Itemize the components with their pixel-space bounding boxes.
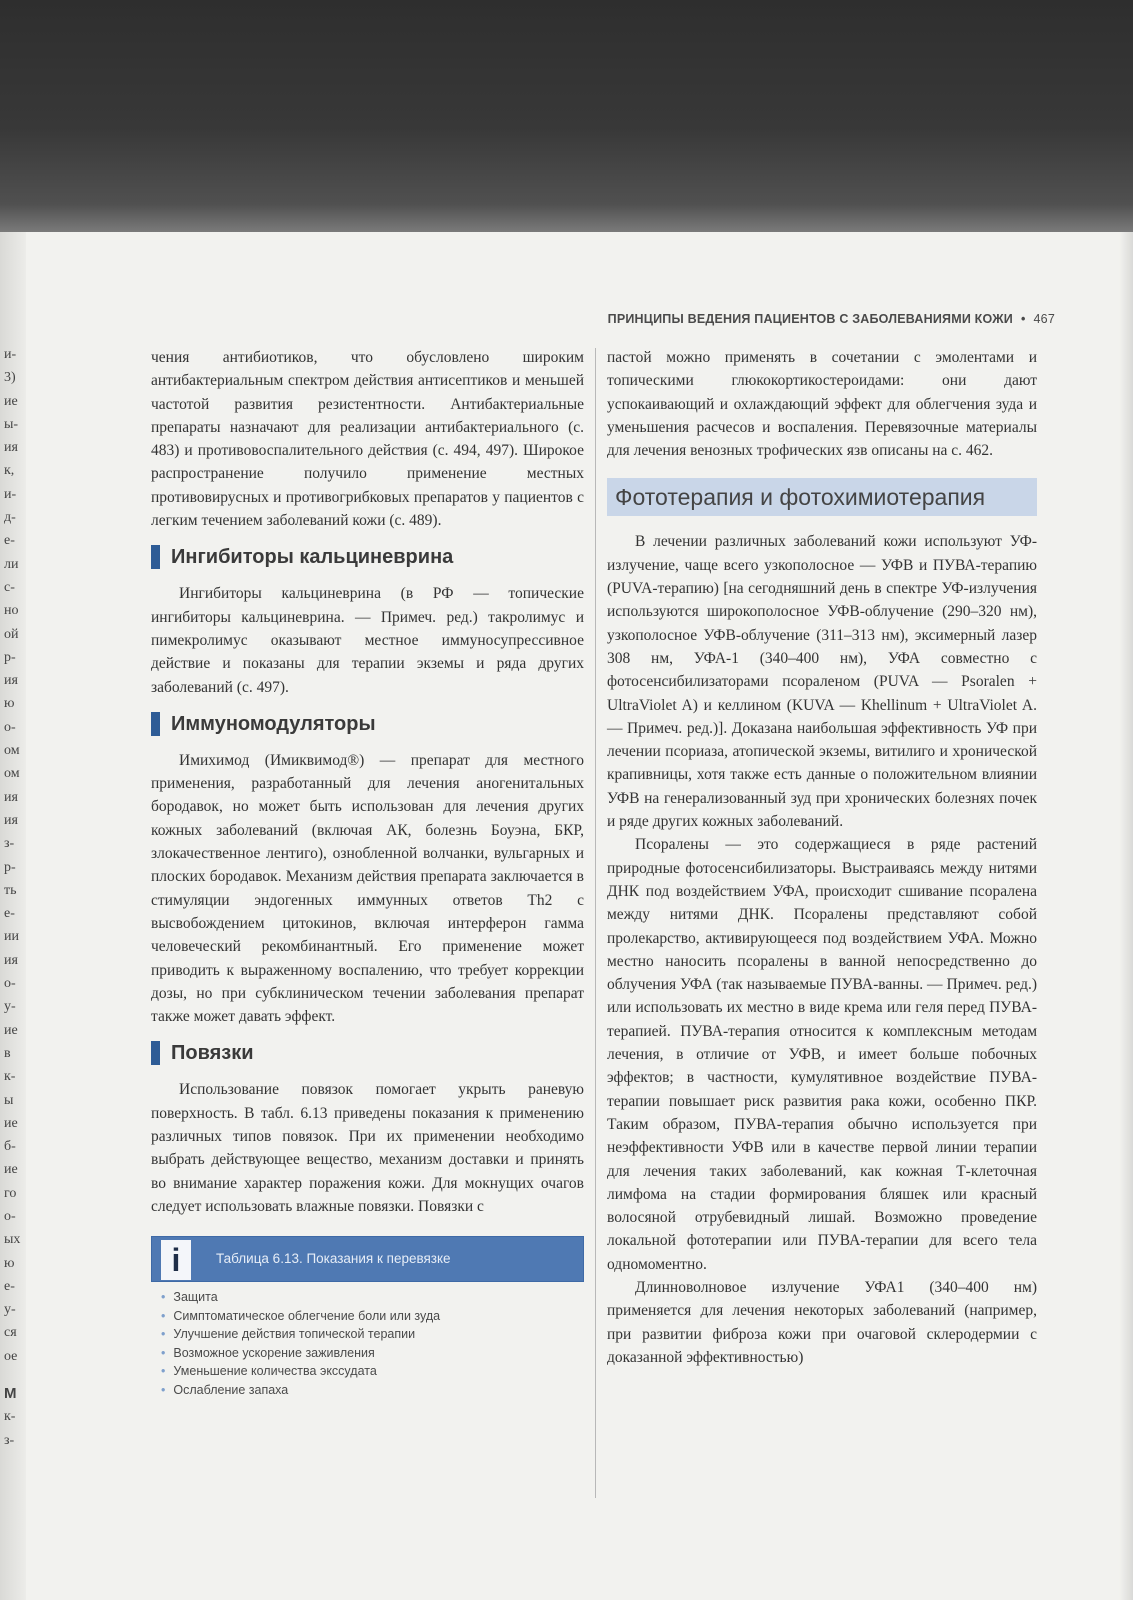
table-list-item xyxy=(161,1325,584,1344)
margin-fragment: ия xyxy=(4,673,18,689)
margin-fragment: но xyxy=(4,603,19,619)
margin-fragment: 3) xyxy=(4,370,16,386)
margin-fragment: ом xyxy=(4,743,20,759)
margin-fragment: з- xyxy=(4,836,15,852)
margin-fragment: и- xyxy=(4,486,17,502)
immunomodulators-paragraph: Имихимод (Имиквимод®) — препарат для местного применения, разработанный для лечения аногенитальных бородавок, но может быть использован для лечения других кожных заболеваний (включая АК, болезнь Боуэна, БКР, злокачественное лентиго), ознобленной волчанки, вульгарных и плоских бородавок. Механизм действия препарата заключается в стимуляции эндогенных иммунных ответов Th2 с высвобождением цитокинов, включая интерферон гамма человеческий рекомбинантный. Его применение может приводить к выраженному воспалению, что требует коррекции дозы, но при субклиническом течении заболевания препарат также может давать эффект. xyxy=(151,751,584,1026)
bullet-icon: • xyxy=(161,1382,166,1397)
bullet-icon: • xyxy=(161,1308,166,1323)
bullet-icon: • xyxy=(161,1345,166,1360)
table-list-item-text: Возможное ускорение заживления xyxy=(173,1345,375,1360)
margin-fragment: у- xyxy=(4,999,16,1015)
table-list-item-text: Ослабление запаха xyxy=(173,1382,289,1397)
margin-fragment: о- xyxy=(4,719,16,735)
margin-fragment: ие xyxy=(4,1022,18,1038)
subheading-dressings-text: Повязки xyxy=(171,1042,254,1065)
bullet-icon: • xyxy=(161,1364,166,1379)
page-number: 467 xyxy=(1033,312,1055,326)
running-head-separator: • xyxy=(1020,312,1026,326)
dressings-paragraph: Использование повязок помогает укрыть раневую поверхность. В табл. 6.13 приведены показания к применению различных типов повязок. При их применении необходимо выбрать действующее вещество, механизм доставки и принять во внимание характер поражения кожи. Для мокнущих очагов следует использовать влажные повязки. Повязки с xyxy=(151,1081,584,1215)
margin-fragment: к- xyxy=(4,1409,16,1425)
subheading-dressings xyxy=(151,1038,584,1068)
info-icon: i xyxy=(161,1240,191,1280)
phototherapy-paragraph-1: В лечении различных заболеваний кожи используют УФ-излучение, чаще всего узкополосное — УФВ и ПУВА-терапию (PUVA-терапию) [на сегодняшний день в спектре УФ-излучения используются широкополосное УФВ-облучение (290–320 нм), узкополосное УФВ-облучение (311–313 нм), эксимерный лазер 308 нм, УФА-1 (340–400 нм), УФА совместно с фотосенсибилизаторами псораленом (PUVA — Psoralen + UltraViolet A) и келлином (KUVA — Khellinum + UltraViolet A. — Примеч. ред.)]. Доказана наибольшая эффективность УФ при лечении псориаза, атопической экземы, витилиго и хронической крапивницы, хотя также есть данные о положительном влиянии УФВ на генерализованный зуд при хронических болезнях почек и ряде других кожных заболеваний. xyxy=(607,533,1037,831)
subheading-calcineurin-text: Ингибиторы кальциневрина xyxy=(171,546,454,569)
right-column xyxy=(607,346,1037,1369)
section-heading-phototherapy: Фототерапия и фотохимиотерапия xyxy=(607,478,1037,516)
facing-page-fragments xyxy=(4,343,26,1452)
margin-fragment: М xyxy=(4,1385,17,1403)
margin-fragment: с- xyxy=(4,579,15,595)
table-header xyxy=(151,1236,584,1282)
continued-paragraph: пастой можно применять в сочетании с эмолентами и топическими глюкокортикостероидами: они дают успокаивающий и охлаждающий эффект для облегчения зуда и уменьшения расчесов и воспаления. Перевязочные материалы для лечения венозных трофических язв описаны на с. 462. xyxy=(607,349,1037,460)
margin-fragment: ю xyxy=(4,696,15,712)
margin-fragment: ом xyxy=(4,766,20,782)
margin-fragment: ия xyxy=(4,789,18,805)
margin-fragment: у- xyxy=(4,1302,16,1318)
bullet-icon: • xyxy=(161,1290,166,1305)
margin-fragment: б- xyxy=(4,1139,16,1155)
margin-fragment: ии xyxy=(4,929,19,945)
running-head-title: ПРИНЦИПЫ ВЕДЕНИЯ ПАЦИЕНТОВ С ЗАБОЛЕВАНИЯМИ КОЖИ xyxy=(607,312,1013,326)
margin-fragment: ы- xyxy=(4,416,19,432)
table-list-item-text: Симптоматическое облегчение боли или зуда xyxy=(173,1308,441,1323)
table-list xyxy=(151,1288,584,1399)
calcineurin-paragraph: Ингибиторы кальциневрина (в РФ — топические ингибиторы кальциневрина. — Примеч. ред.) такролимус и пимекролимус оказывают местное иммуносупрессивное действие и показаны для терапии экземы и ряда других заболеваний (с. 497). xyxy=(151,585,584,696)
subheading-immunomodulators xyxy=(151,709,584,739)
margin-fragment: ся xyxy=(4,1325,17,1341)
margin-fragment: е- xyxy=(4,533,15,549)
margin-fragment: д- xyxy=(4,510,16,526)
table-title: Таблица 6.13. Показания к перевязке xyxy=(216,1251,451,1267)
margin-fragment: ия xyxy=(4,812,18,828)
margin-fragment: ю xyxy=(4,1255,15,1271)
margin-fragment: ли xyxy=(4,556,19,572)
margin-fragment: к, xyxy=(4,463,15,479)
margin-fragment: е- xyxy=(4,1278,15,1294)
margin-fragment: к- xyxy=(4,1069,16,1085)
table-list-item xyxy=(161,1344,584,1363)
margin-fragment: ие xyxy=(4,393,18,409)
margin-fragment: ы xyxy=(4,1092,14,1108)
column-rule xyxy=(595,348,596,1498)
table-list-item-text: Улучшение действия топической терапии xyxy=(173,1327,416,1342)
running-head xyxy=(608,312,1055,326)
table-list-item-text: Защита xyxy=(173,1290,218,1305)
intro-paragraph: чения антибиотиков, что обусловлено широким антибактериальным спектром действия антисептиков и меньшей частотой развития резистентности. Антибактериальные препараты назначают для реализации антибактериального (с. 483) и противовоспалительного действия (с. 494, 497). Широкое распространение получило применение местных противовирусных и противогрибковых препаратов у пациентов с легким течением заболеваний кожи (с. 489). xyxy=(151,349,584,530)
margin-fragment: р- xyxy=(4,649,16,665)
subheading-immunomodulators-text: Иммуномодуляторы xyxy=(171,712,376,735)
margin-fragment: о- xyxy=(4,1208,16,1224)
table-list-item-text: Уменьшение количества экссудата xyxy=(173,1364,377,1379)
margin-fragment: з- xyxy=(4,1432,15,1448)
phototherapy-paragraph-3: Длинноволновое излучение УФА1 (340–400 нм) применяется для лечения некоторых заболеваний (например, при развитии фиброза кожи при очаговой склеродермии с доказанной эффективностью) xyxy=(607,1278,1037,1366)
heading-bar-icon xyxy=(151,1041,160,1065)
left-column xyxy=(151,346,584,1399)
right-edge-shadow xyxy=(1119,232,1133,1600)
margin-fragment: ие xyxy=(4,1162,18,1178)
top-shadow xyxy=(0,0,1133,232)
bullet-icon: • xyxy=(161,1327,166,1342)
margin-fragment: е- xyxy=(4,906,15,922)
margin-fragment: ой xyxy=(4,626,19,642)
margin-fragment: го xyxy=(4,1185,17,1201)
margin-fragment: ия xyxy=(4,952,18,968)
subheading-calcineurin xyxy=(151,542,584,572)
table-list-item xyxy=(161,1362,584,1381)
heading-bar-icon xyxy=(151,545,160,569)
margin-fragment: ых xyxy=(4,1232,21,1248)
margin-fragment: в xyxy=(4,1045,11,1061)
table-list-item xyxy=(161,1307,584,1326)
margin-fragment: ие xyxy=(4,1115,18,1131)
margin-fragment: р- xyxy=(4,859,16,875)
table-list-item xyxy=(161,1288,584,1307)
margin-fragment: ть xyxy=(4,882,17,898)
table-list-item xyxy=(161,1381,584,1400)
margin-fragment: и- xyxy=(4,347,17,362)
table-6-13 xyxy=(151,1236,584,1399)
heading-bar-icon xyxy=(151,712,160,736)
margin-fragment: ия xyxy=(4,440,18,456)
margin-fragment: о- xyxy=(4,976,16,992)
margin-fragment: ое xyxy=(4,1348,18,1364)
phototherapy-paragraph-2: Псоралены — это содержащиеся в ряде растений природные фотосенсибилизаторы. Выстраиваясь между нитями ДНК под воздействием УФА, происходит сшивание псоралена между нитями ДНК. Псоралены представляют собой пролекарство, активирующееся под воздействием УФА. Можно местно наносить псоралены в ванной непосредственно до облучения УФА (так называемые ПУВА-ванны. — Примеч. ред.) или использовать их местно в виде крема или геля перед ПУВА-терапией. ПУВА-терапия относится к комплексным методам лечения, в отличие от УФВ, и имеет больше побочных эффектов; в частности, кумулятивное воздействие ПУВА-терапии повышает риск развития рака кожи, особенно ПКР. Таким образом, ПУВА-терапия обычно используется при неэффективности УФВ или в качестве первой линии терапии для лечения таких заболеваний, как кожная Т-клеточная лимфома на стадии формирования бляшек или красный волосяной отрубевидный лишай. Возможно проведение локальной фототерапии или ПУВА-терапии для всего тела одномоментно. xyxy=(607,836,1037,1273)
